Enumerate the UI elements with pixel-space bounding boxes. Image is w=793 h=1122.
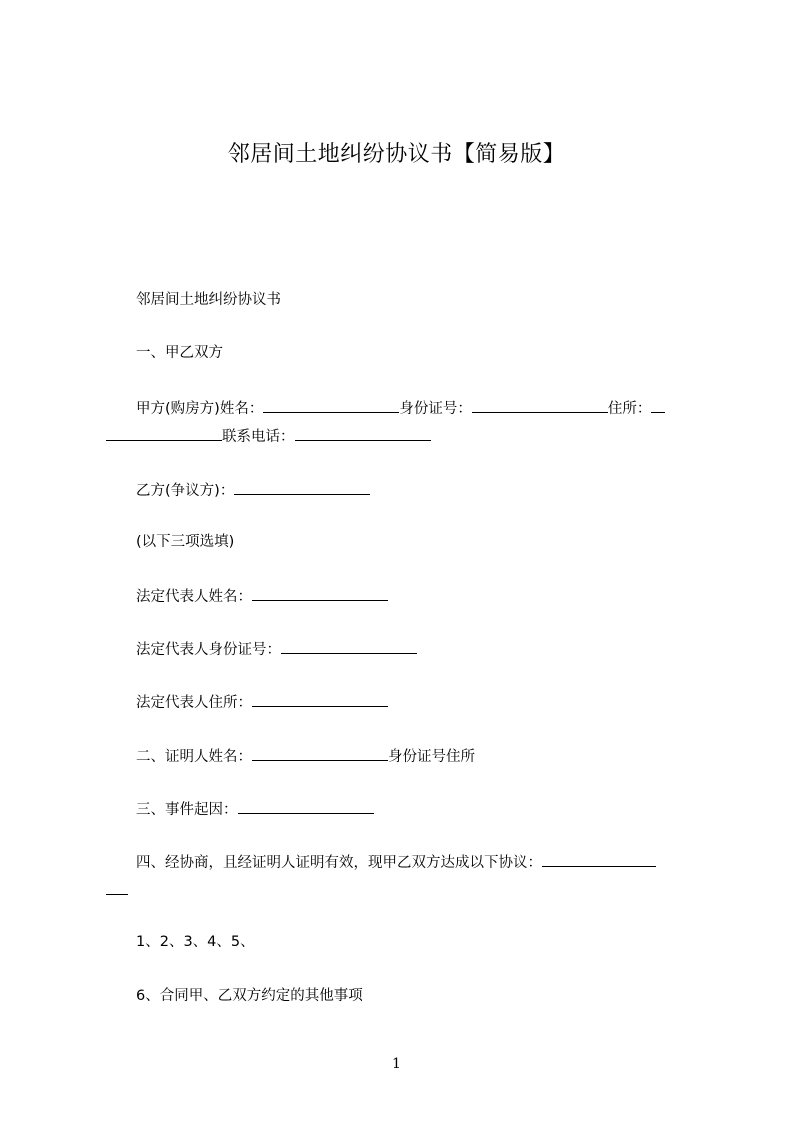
- witness-label: 二、证明人姓名：: [136, 749, 252, 765]
- party-a-phone-blank[interactable]: [295, 425, 431, 441]
- party-a-name-label: 甲方(购房方)姓名：: [136, 401, 264, 417]
- rep-name-line: [106, 585, 736, 608]
- party-a-id-label: 身份证号：: [399, 401, 472, 417]
- rep-address-line: [106, 691, 736, 714]
- witness-suffix: 身份证号住所: [388, 749, 475, 765]
- agreement-item-6: 6、合同甲、乙双方约定的其他事项: [136, 988, 363, 1004]
- party-a-address-blank-continued[interactable]: [106, 425, 222, 441]
- agreement-subtitle: 邻居间土地纠纷协议书: [136, 292, 281, 308]
- party-a-line-continued: [106, 425, 706, 448]
- agreement-line-continued: [106, 879, 706, 902]
- agreement-blank-continued[interactable]: [106, 879, 128, 895]
- party-b-label: 乙方(争议方)：: [136, 483, 235, 499]
- agreement-items: 1、2、3、4、5、: [136, 934, 255, 950]
- optional-note: (以下三项选填): [136, 534, 235, 550]
- rep-name-label: 法定代表人姓名：: [136, 589, 252, 605]
- party-a-address-blank[interactable]: [651, 397, 665, 413]
- party-a-line: [106, 397, 736, 420]
- cause-label: 三、事件起因：: [136, 802, 238, 818]
- party-a-id-blank[interactable]: [472, 397, 608, 413]
- party-b-line: [106, 479, 736, 502]
- witness-name-blank[interactable]: [252, 745, 388, 761]
- party-a-name-blank[interactable]: [263, 397, 399, 413]
- party-b-blank[interactable]: [234, 479, 370, 495]
- agreement-label: 四、经协商，且经证明人证明有效，现甲乙双方达成以下协议：: [136, 855, 542, 871]
- party-a-phone-label: 联系电话：: [222, 429, 295, 445]
- cause-line: [106, 798, 736, 821]
- party-a-address-label: 住所：: [607, 401, 652, 417]
- cause-blank[interactable]: [238, 798, 374, 814]
- rep-id-label: 法定代表人身份证号：: [136, 642, 281, 658]
- document-title: 邻居间土地纠纷协议书【简易版】: [227, 142, 566, 167]
- agreement-blank[interactable]: [542, 851, 656, 867]
- rep-name-blank[interactable]: [252, 585, 388, 601]
- witness-line: [106, 745, 736, 768]
- rep-address-blank[interactable]: [252, 691, 388, 707]
- rep-address-label: 法定代表人住所：: [136, 695, 252, 711]
- rep-id-line: [106, 638, 736, 661]
- rep-id-blank[interactable]: [281, 638, 417, 654]
- section-parties-heading: 一、甲乙双方: [136, 345, 223, 361]
- agreement-line: [106, 851, 736, 874]
- page-number: 1: [392, 1056, 401, 1072]
